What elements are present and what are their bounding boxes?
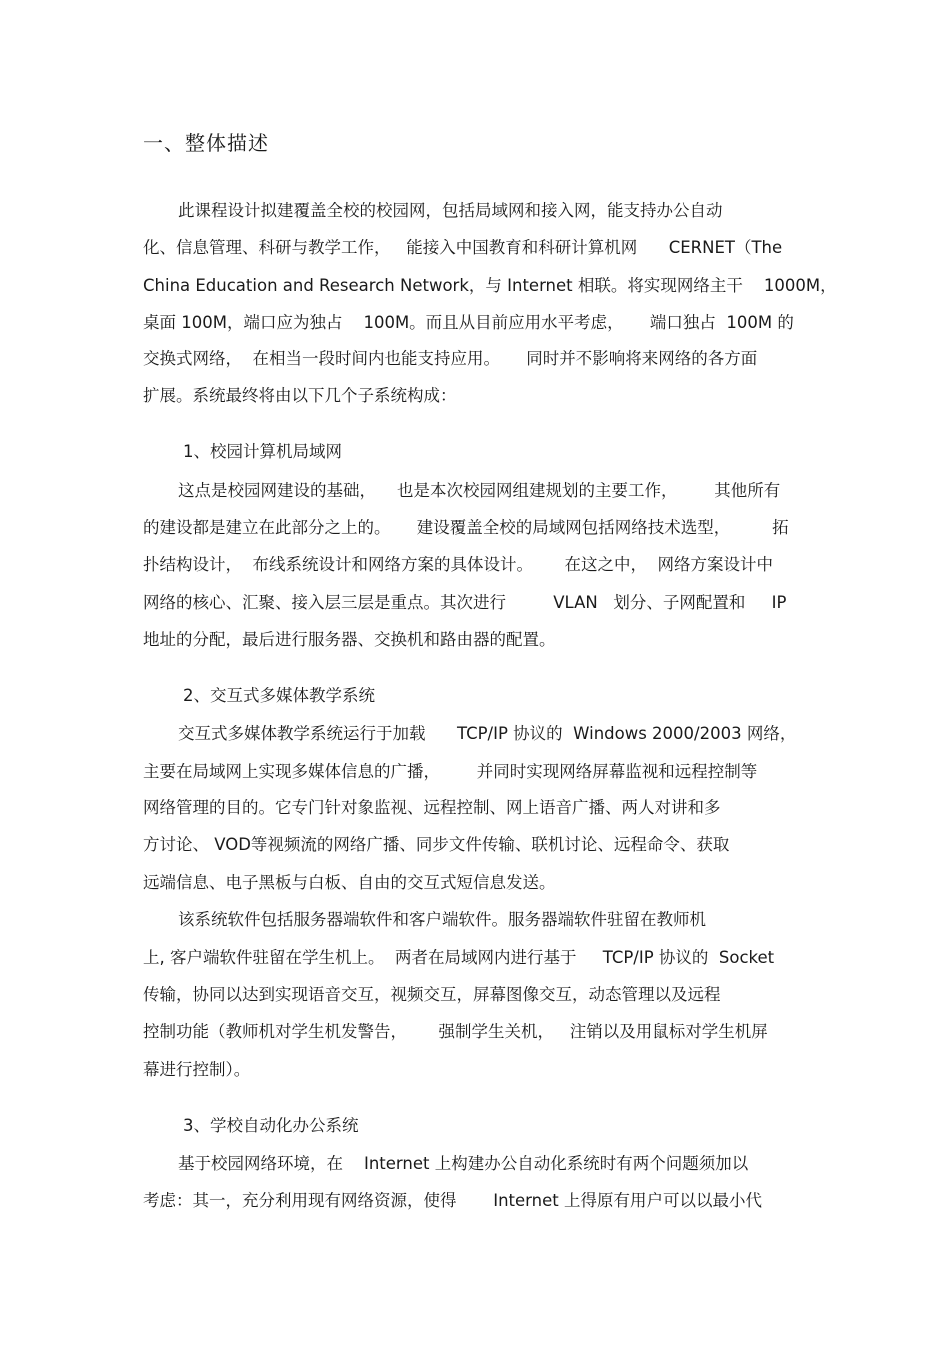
paragraph-line: 传输，协同以达到实现语音交互，视频交互，屏幕图像交互，动态管理以及远程 bbox=[143, 985, 721, 1004]
paragraph-line: 地址的分配，最后进行服务器、交换机和路由器的配置。 bbox=[143, 630, 556, 649]
subsection-heading: 2、交互式多媒体教学系统 bbox=[183, 686, 375, 705]
paragraph-line: 扩展。系统最终将由以下几个子系统构成： bbox=[143, 386, 457, 405]
paragraph-line: 考虑：其一，充分利用现有网络资源，使得 Internet 上得原有用户可以以最小代 bbox=[143, 1191, 762, 1210]
paragraph-line: 桌面 100M，端口应为独占 100M。而且从目前应用水平考虑， 端口独占 100M 的 bbox=[143, 313, 794, 332]
paragraph-line: 扑结构设计， 布线系统设计和网络方案的具体设计。 在这之中， 网络方案设计中 bbox=[143, 555, 773, 574]
paragraph-line: China Education and Research Network，与 Internet 相联。将实现网络主干 1000M， bbox=[143, 276, 837, 295]
paragraph-line: 远端信息、电子黑板与白板、自由的交互式短信息发送。 bbox=[143, 873, 556, 892]
paragraph-line: 方讨论、 VOD等视频流的网络广播、同步文件传输、联机讨论、远程命令、获取 bbox=[143, 835, 730, 854]
paragraph-line: 主要在局域网上实现多媒体信息的广播， 并同时实现网络屏幕监视和远程控制等 bbox=[143, 762, 758, 781]
paragraph-line: 网络管理的目的。它专门针对象监视、远程控制、网上语音广播、两人对讲和多 bbox=[143, 798, 721, 817]
paragraph-line: 交互式多媒体教学系统运行于加载 TCP/IP 协议的 Windows 2000/2003 网络， bbox=[178, 724, 797, 743]
paragraph-line: 该系统软件包括服务器端软件和客户端软件。服务器端软件驻留在教师机 bbox=[178, 910, 706, 929]
section-heading: 一、整体描述 bbox=[143, 131, 269, 155]
subsection-heading: 1、校园计算机局域网 bbox=[183, 442, 342, 461]
paragraph-line: 的建设都是建立在此部分之上的。 建设覆盖全校的局域网包括网络技术选型， 拓 bbox=[143, 518, 789, 537]
paragraph-line: 上, 客户端软件驻留在学生机上。 两者在局域网内进行基于 TCP/IP 协议的 Socket bbox=[143, 948, 775, 967]
paragraph-line: 幕进行控制）。 bbox=[143, 1060, 251, 1079]
subsection-heading: 3、学校自动化办公系统 bbox=[183, 1116, 359, 1135]
paragraph-line: 交换式网络， 在相当一段时间内也能支持应用。 同时并不影响将来网络的各方面 bbox=[143, 349, 758, 368]
paragraph-line: 这点是校园网建设的基础， 也是本次校园网组建规划的主要工作， 其他所有 bbox=[178, 481, 781, 500]
paragraph-line: 此课程设计拟建覆盖全校的校园网，包括局域网和接入网，能支持办公自动 bbox=[178, 201, 723, 220]
paragraph-line: 网络的核心、汇聚、接入层三层是重点。其次进行 VLAN 划分、子网配置和 IP bbox=[143, 593, 787, 612]
paragraph-line: 化、信息管理、科研与教学工作， 能接入中国教育和科研计算机网 CERNET（The bbox=[143, 238, 783, 257]
paragraph-line: 控制功能（教师机对学生机发警告， 强制学生关机， 注销以及用鼠标对学生机屏 bbox=[143, 1022, 768, 1041]
paragraph-line: 基于校园网络环境，在 Internet 上构建办公自动化系统时有两个问题须加以 bbox=[178, 1154, 749, 1173]
